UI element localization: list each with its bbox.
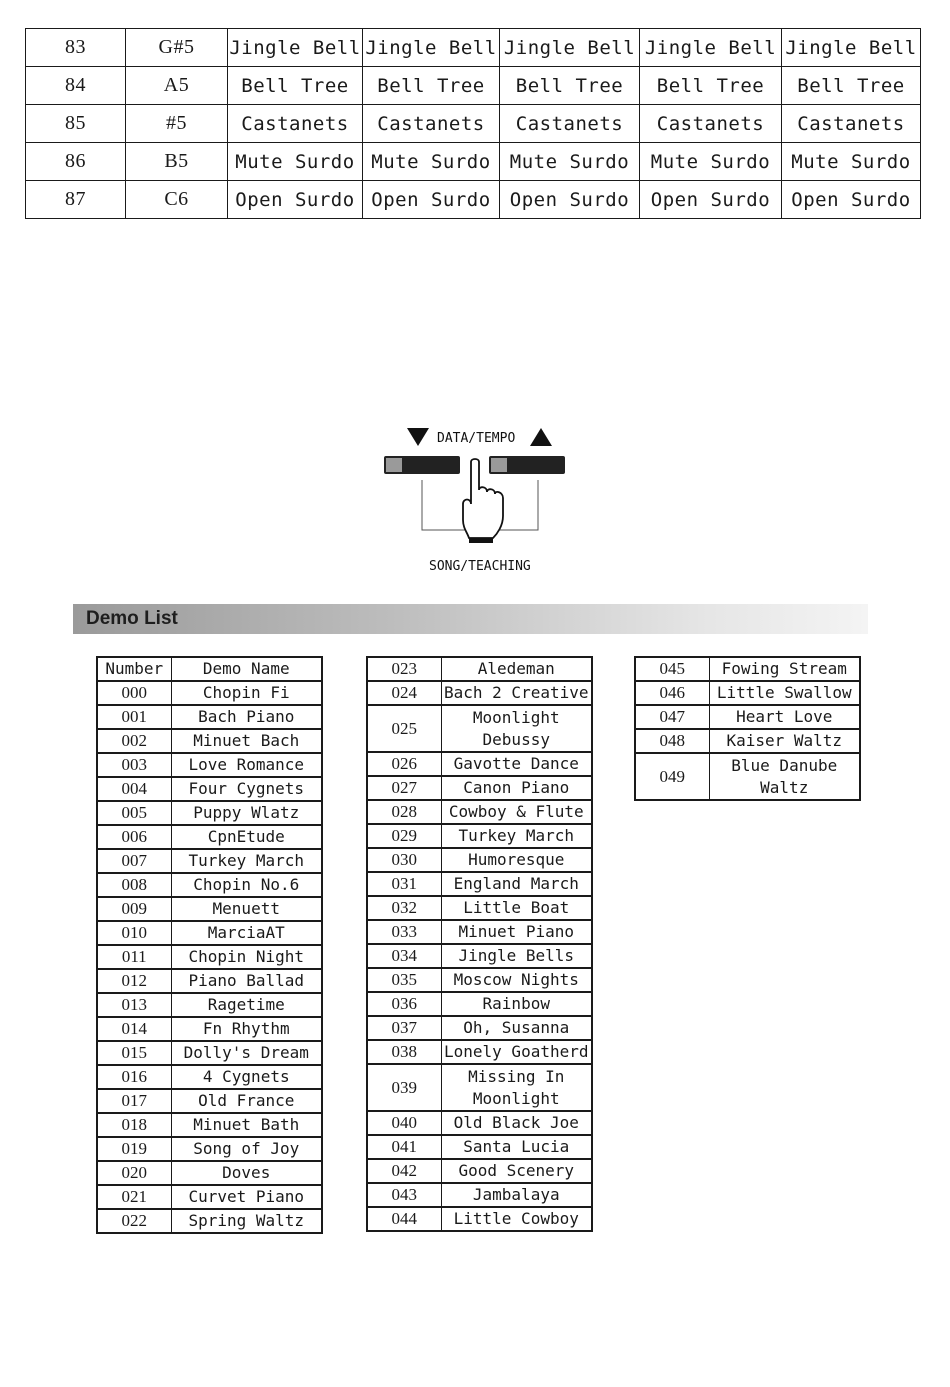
demo-number: 028 xyxy=(367,800,441,824)
demo-list-banner xyxy=(73,604,868,634)
demo-name: Oh, Susanna xyxy=(441,1016,592,1040)
demo-number: 025 xyxy=(367,705,441,752)
demo-number: 022 xyxy=(97,1209,171,1233)
table-row xyxy=(97,681,322,705)
table-row xyxy=(26,105,921,143)
demo-number: 047 xyxy=(635,705,709,729)
table-row xyxy=(367,1183,592,1207)
header-demo-name: Demo Name xyxy=(171,657,322,681)
demo-number: 043 xyxy=(367,1183,441,1207)
drum-voice-table xyxy=(25,28,921,219)
table-row xyxy=(97,1113,322,1137)
table-row xyxy=(367,1064,592,1111)
table-cell: Jingle Bell xyxy=(363,29,500,67)
table-cell: Open Surdo xyxy=(228,181,363,219)
demo-number: 020 xyxy=(97,1161,171,1185)
demo-number: 040 xyxy=(367,1111,441,1135)
demo-name: Lonely Goatherd xyxy=(441,1040,592,1064)
table-cell: Castanets xyxy=(363,105,500,143)
demo-number: 046 xyxy=(635,681,709,705)
demo-name: Doves xyxy=(171,1161,322,1185)
table-row xyxy=(367,848,592,872)
demo-name: Piano Ballad xyxy=(171,969,322,993)
table-cell: 83 xyxy=(26,29,126,67)
demo-name: Moonlight Debussy xyxy=(441,705,592,752)
demo-name: Cowboy & Flute xyxy=(441,800,592,824)
demo-number: 038 xyxy=(367,1040,441,1064)
table-cell: Bell Tree xyxy=(363,67,500,105)
table-row xyxy=(97,657,322,681)
table-cell: Open Surdo xyxy=(500,181,640,219)
demo-name: Heart Love xyxy=(709,705,860,729)
demo-number: 001 xyxy=(97,705,171,729)
demo-name: Song of Joy xyxy=(171,1137,322,1161)
demo-number: 017 xyxy=(97,1089,171,1113)
demo-name: Kaiser Waltz xyxy=(709,729,860,753)
demo-number: 041 xyxy=(367,1135,441,1159)
demo-number: 006 xyxy=(97,825,171,849)
table-row xyxy=(635,657,860,681)
demo-name: Spring Waltz xyxy=(171,1209,322,1233)
table-cell: C6 xyxy=(126,181,228,219)
demo-name: Minuet Bath xyxy=(171,1113,322,1137)
demo-number: 010 xyxy=(97,921,171,945)
demo-name: Canon Piano xyxy=(441,776,592,800)
demo-number: 002 xyxy=(97,729,171,753)
demo-number: 026 xyxy=(367,752,441,776)
demo-name: Love Romance xyxy=(171,753,322,777)
demo-name: Chopin No.6 xyxy=(171,873,322,897)
demo-name: 4 Cygnets xyxy=(171,1065,322,1089)
table-row xyxy=(26,143,921,181)
table-cell: A5 xyxy=(126,67,228,105)
table-row xyxy=(367,705,592,752)
table-row xyxy=(97,969,322,993)
table-row xyxy=(367,872,592,896)
demo-number: 004 xyxy=(97,777,171,801)
table-row xyxy=(97,945,322,969)
demo-name: Gavotte Dance xyxy=(441,752,592,776)
demo-number: 015 xyxy=(97,1041,171,1065)
demo-number: 042 xyxy=(367,1159,441,1183)
table-row xyxy=(367,968,592,992)
demo-name: Turkey March xyxy=(441,824,592,848)
demo-name: Bach 2 Creative xyxy=(441,681,592,705)
table-row xyxy=(367,752,592,776)
demo-name: Dolly's Dream xyxy=(171,1041,322,1065)
demo-name: Old Black Joe xyxy=(441,1111,592,1135)
demo-name: Turkey March xyxy=(171,849,322,873)
table-row xyxy=(635,681,860,705)
table-row xyxy=(97,993,322,1017)
table-cell: Jingle Bell xyxy=(500,29,640,67)
demo-name: Blue Danube Waltz xyxy=(709,753,860,800)
table-row xyxy=(367,1016,592,1040)
table-cell: Mute Surdo xyxy=(782,143,921,181)
table-row xyxy=(635,705,860,729)
table-row xyxy=(97,1209,322,1233)
table-cell: Mute Surdo xyxy=(363,143,500,181)
table-cell: Bell Tree xyxy=(640,67,782,105)
table-row xyxy=(97,897,322,921)
demo-name: Old France xyxy=(171,1089,322,1113)
table-cell: 86 xyxy=(26,143,126,181)
demo-name: Ragetime xyxy=(171,993,322,1017)
demo-name: CpnEtude xyxy=(171,825,322,849)
demo-number: 012 xyxy=(97,969,171,993)
table-cell: Open Surdo xyxy=(640,181,782,219)
data-tempo-label: DATA/TEMPO xyxy=(437,431,516,446)
demo-number: 033 xyxy=(367,920,441,944)
table-row xyxy=(635,729,860,753)
table-row xyxy=(97,1161,322,1185)
demo-name: Aledeman xyxy=(441,657,592,681)
table-cell: Mute Surdo xyxy=(640,143,782,181)
demo-name: Jingle Bells xyxy=(441,944,592,968)
demo-number: 039 xyxy=(367,1064,441,1111)
demo-number: 016 xyxy=(97,1065,171,1089)
demo-name: Puppy Wlatz xyxy=(171,801,322,825)
table-row xyxy=(97,1089,322,1113)
demo-name: England March xyxy=(441,872,592,896)
demo-number: 036 xyxy=(367,992,441,1016)
demo-number: 045 xyxy=(635,657,709,681)
demo-number: 044 xyxy=(367,1207,441,1231)
demo-number: 007 xyxy=(97,849,171,873)
table-row xyxy=(367,992,592,1016)
table-row xyxy=(367,800,592,824)
table-row xyxy=(367,1135,592,1159)
demo-number: 031 xyxy=(367,872,441,896)
demo-name: MarciaAT xyxy=(171,921,322,945)
demo-name: Fowing Stream xyxy=(709,657,860,681)
demo-name: Jambalaya xyxy=(441,1183,592,1207)
table-row xyxy=(97,1017,322,1041)
demo-table-1 xyxy=(96,656,323,1234)
table-cell: Castanets xyxy=(500,105,640,143)
section-title: Demo List xyxy=(86,608,178,629)
table-row xyxy=(367,944,592,968)
table-row xyxy=(367,1040,592,1064)
table-row xyxy=(26,29,921,67)
demo-name: Rainbow xyxy=(441,992,592,1016)
demo-name: Little Cowboy xyxy=(441,1207,592,1231)
demo-number: 030 xyxy=(367,848,441,872)
demo-number: 013 xyxy=(97,993,171,1017)
table-row xyxy=(367,896,592,920)
table-row xyxy=(97,705,322,729)
demo-name: Missing In Moonlight xyxy=(441,1064,592,1111)
demo-name: Fn Rhythm xyxy=(171,1017,322,1041)
table-row xyxy=(97,801,322,825)
demo-number: 011 xyxy=(97,945,171,969)
table-cell: 84 xyxy=(26,67,126,105)
demo-number: 027 xyxy=(367,776,441,800)
demo-table-2 xyxy=(366,656,593,1232)
demo-number: 048 xyxy=(635,729,709,753)
table-row xyxy=(97,1185,322,1209)
demo-number: 005 xyxy=(97,801,171,825)
header-number: Number xyxy=(97,657,171,681)
table-cell: Open Surdo xyxy=(782,181,921,219)
demo-number: 003 xyxy=(97,753,171,777)
table-cell: Jingle Bell xyxy=(782,29,921,67)
data-tempo-figure xyxy=(375,418,575,583)
demo-number: 049 xyxy=(635,753,709,800)
table-row xyxy=(26,181,921,219)
demo-name: Chopin Fi xyxy=(171,681,322,705)
table-cell: Bell Tree xyxy=(228,67,363,105)
demo-name: Bach Piano xyxy=(171,705,322,729)
table-cell: Jingle Bell xyxy=(228,29,363,67)
table-cell: Mute Surdo xyxy=(500,143,640,181)
table-cell: 85 xyxy=(26,105,126,143)
table-row xyxy=(367,1207,592,1231)
demo-name: Little Swallow xyxy=(709,681,860,705)
demo-number: 008 xyxy=(97,873,171,897)
table-cell: B5 xyxy=(126,143,228,181)
table-cell: 87 xyxy=(26,181,126,219)
demo-name: Chopin Night xyxy=(171,945,322,969)
demo-name: Santa Lucia xyxy=(441,1135,592,1159)
demo-number: 035 xyxy=(367,968,441,992)
table-row xyxy=(97,1041,322,1065)
table-cell: Castanets xyxy=(782,105,921,143)
table-row xyxy=(97,729,322,753)
demo-name: Menuett xyxy=(171,897,322,921)
table-row xyxy=(97,1065,322,1089)
table-cell: Bell Tree xyxy=(500,67,640,105)
up-arrow-icon xyxy=(530,428,552,446)
table-cell: Mute Surdo xyxy=(228,143,363,181)
table-cell: Castanets xyxy=(228,105,363,143)
demo-name: Minuet Piano xyxy=(441,920,592,944)
demo-number: 000 xyxy=(97,681,171,705)
demo-number: 029 xyxy=(367,824,441,848)
demo-number: 024 xyxy=(367,681,441,705)
demo-name: Moscow Nights xyxy=(441,968,592,992)
table-row xyxy=(635,753,860,800)
table-row xyxy=(367,681,592,705)
table-row xyxy=(97,777,322,801)
plus-button[interactable] xyxy=(489,456,565,474)
demo-number: 034 xyxy=(367,944,441,968)
demo-name: Little Boat xyxy=(441,896,592,920)
demo-number: 019 xyxy=(97,1137,171,1161)
table-row xyxy=(97,849,322,873)
table-row xyxy=(97,753,322,777)
demo-table-3 xyxy=(634,656,861,801)
table-row xyxy=(367,824,592,848)
demo-number: 032 xyxy=(367,896,441,920)
minus-button[interactable] xyxy=(384,456,460,474)
table-row xyxy=(367,776,592,800)
demo-name: Four Cygnets xyxy=(171,777,322,801)
table-row xyxy=(367,657,592,681)
table-cell: #5 xyxy=(126,105,228,143)
song-teaching-label: SONG/TEACHING xyxy=(429,559,531,574)
demo-number: 023 xyxy=(367,657,441,681)
demo-number: 014 xyxy=(97,1017,171,1041)
table-cell: Jingle Bell xyxy=(640,29,782,67)
demo-name: Humoresque xyxy=(441,848,592,872)
demo-number: 018 xyxy=(97,1113,171,1137)
table-row xyxy=(97,873,322,897)
table-row xyxy=(367,920,592,944)
table-cell: G#5 xyxy=(126,29,228,67)
demo-number: 009 xyxy=(97,897,171,921)
demo-number: 021 xyxy=(97,1185,171,1209)
down-arrow-icon xyxy=(407,428,429,446)
table-cell: Castanets xyxy=(640,105,782,143)
demo-name: Minuet Bach xyxy=(171,729,322,753)
table-row xyxy=(97,825,322,849)
table-row xyxy=(26,67,921,105)
table-cell: Open Surdo xyxy=(363,181,500,219)
table-row xyxy=(97,1137,322,1161)
demo-name: Curvet Piano xyxy=(171,1185,322,1209)
table-cell: Bell Tree xyxy=(782,67,921,105)
table-row xyxy=(367,1159,592,1183)
table-row xyxy=(97,921,322,945)
demo-name: Good Scenery xyxy=(441,1159,592,1183)
table-row xyxy=(367,1111,592,1135)
demo-number: 037 xyxy=(367,1016,441,1040)
